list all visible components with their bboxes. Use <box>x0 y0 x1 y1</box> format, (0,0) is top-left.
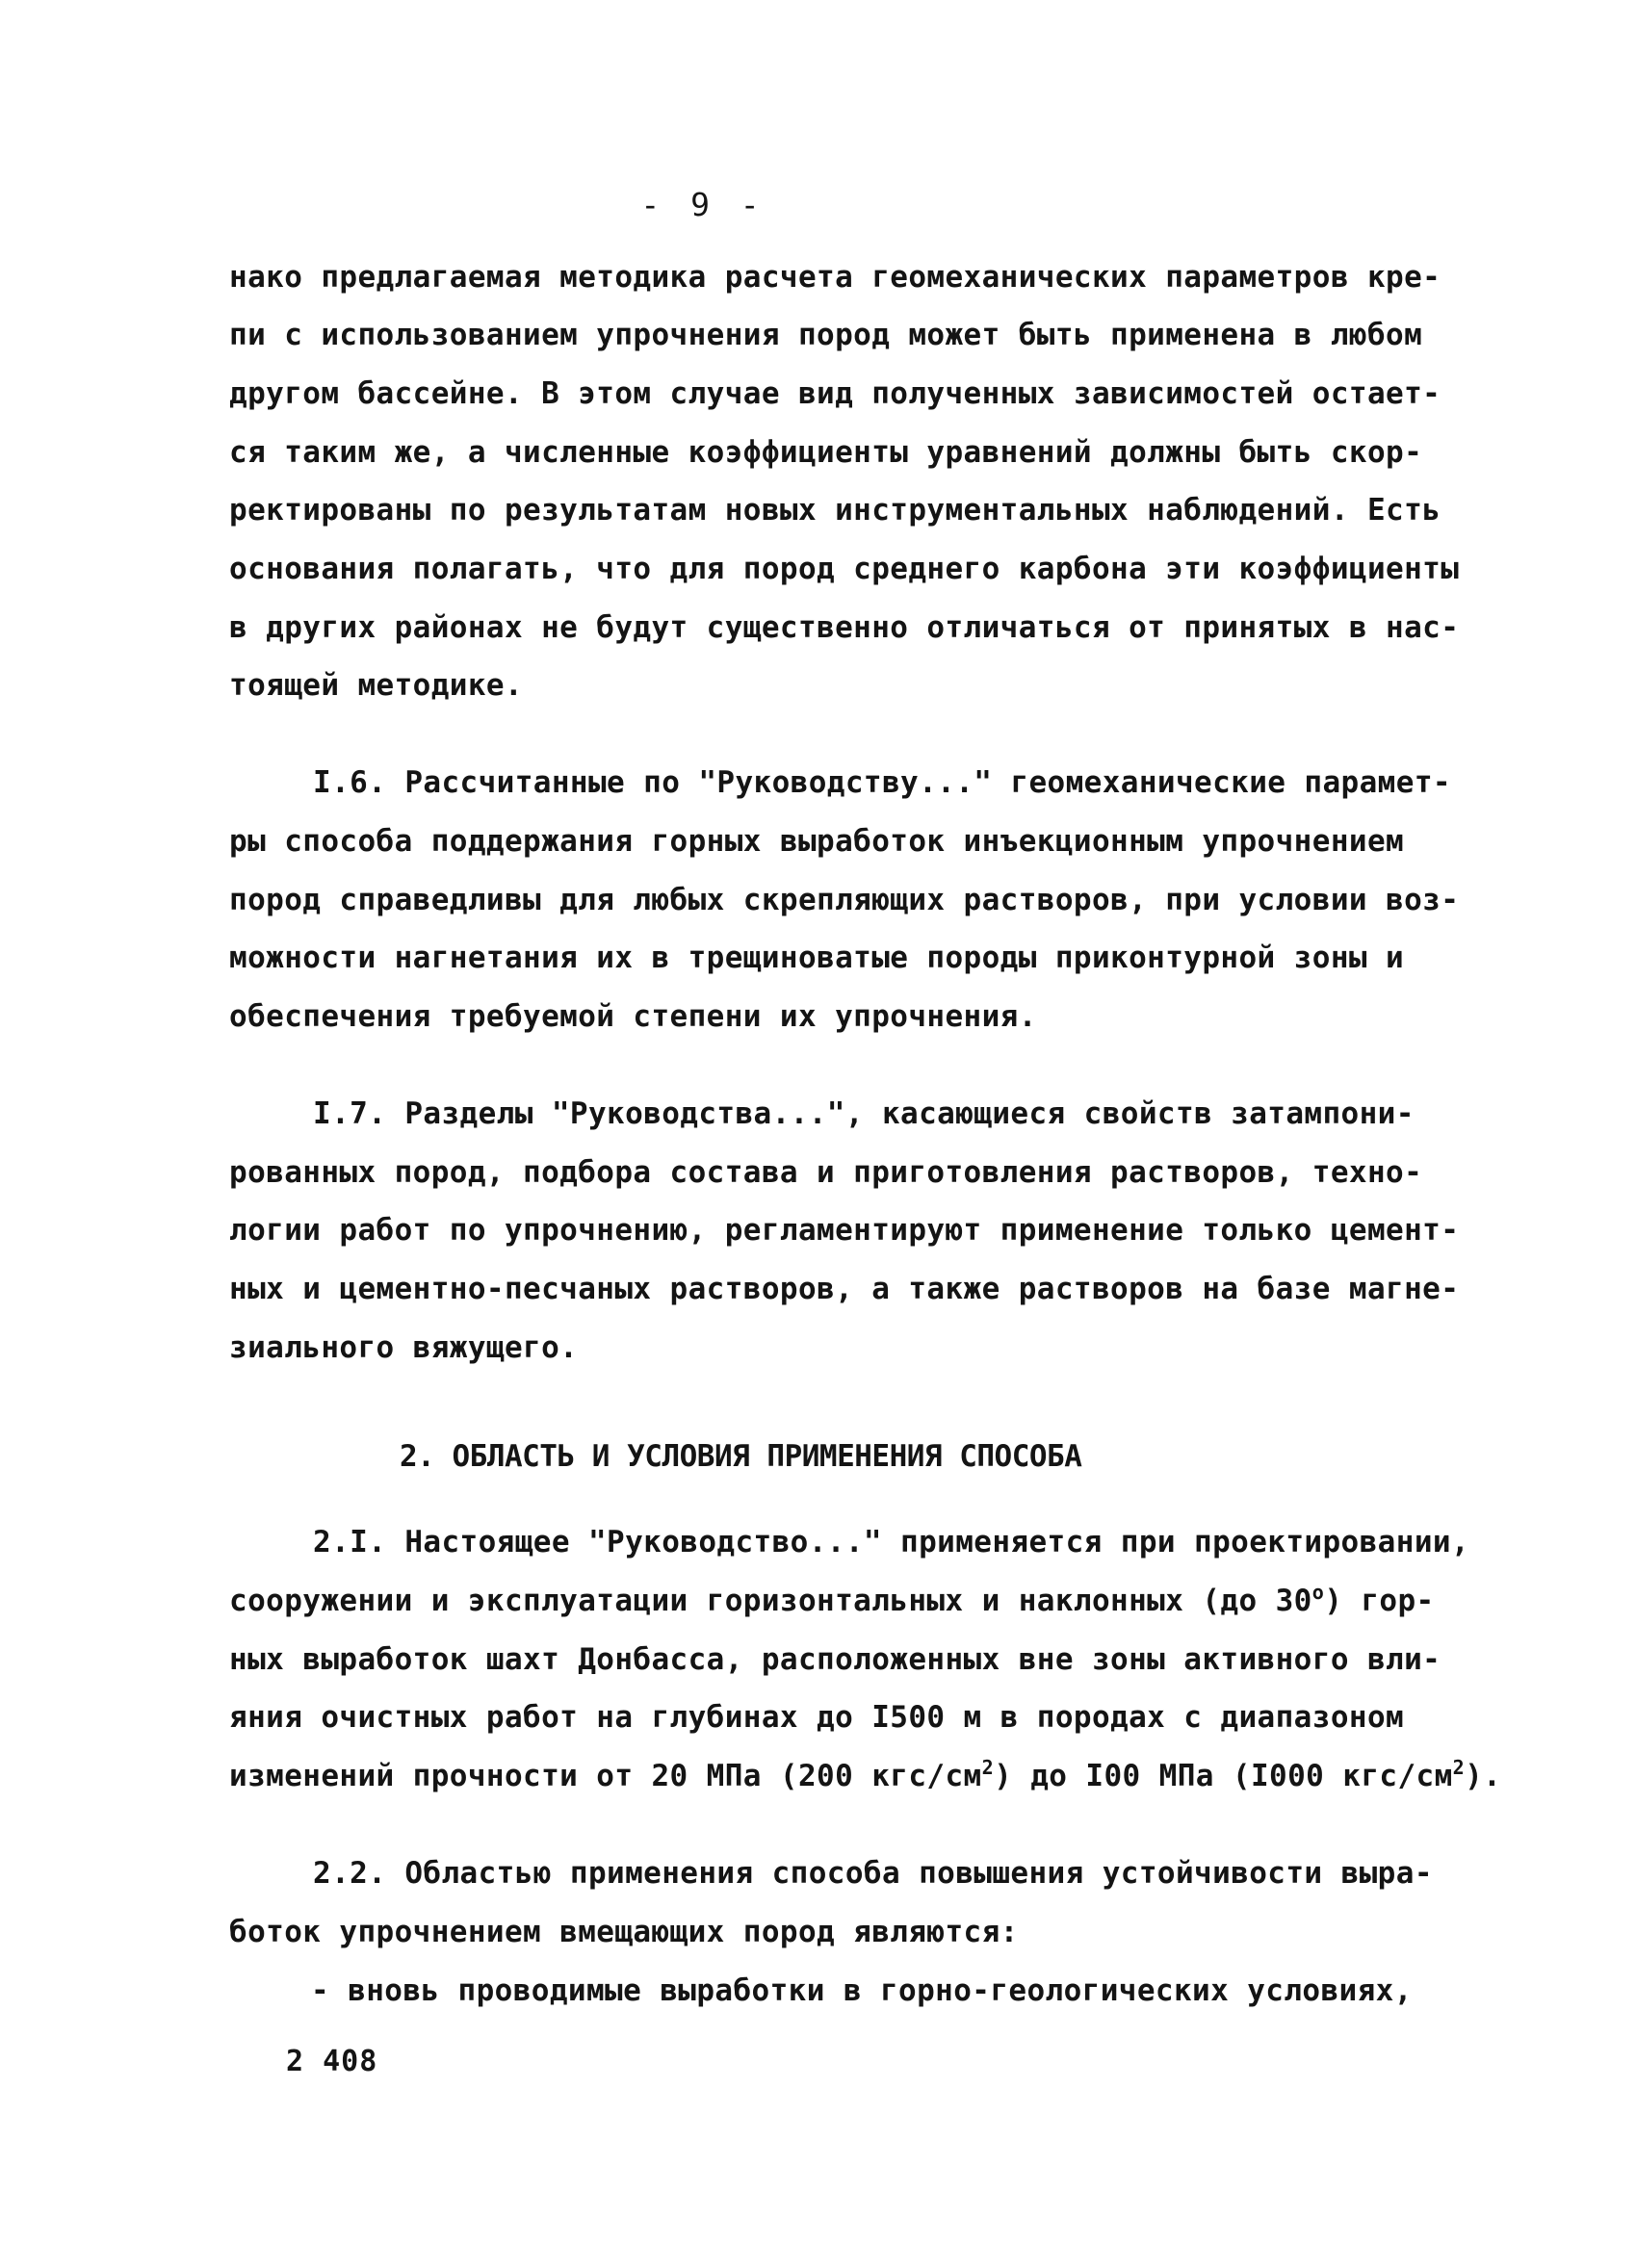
text-line: 2.I. Настоящее "Руководство..." применяется при проектировании, <box>313 1525 1470 1559</box>
text-line: обеспечения требуемой степени их упрочнения. <box>229 999 1037 1034</box>
text-line: другом бассейне. В этом случае вид полученных зависимостей остает- <box>229 376 1441 411</box>
text-line: ных и цементно-песчаных растворов, а также растворов на базе магне- <box>229 1272 1460 1306</box>
text-fragment: изменений прочности от 20 МПа (200 кгс/см <box>229 1759 982 1793</box>
section-heading: 2. ОБЛАСТЬ И УСЛОВИЯ ПРИМЕНЕНИЯ СПОСОБА <box>400 1439 1082 1474</box>
text-fragment: ). <box>1465 1759 1502 1793</box>
text-line: 2.2. Областью применения способа повышения устойчивости выра- <box>313 1856 1433 1891</box>
text-line: боток упрочнением вмещающих пород являются: <box>229 1915 1019 1949</box>
text-line: ры способа поддержания горных выработок инъекционным упрочнением <box>229 824 1405 859</box>
text-line: ся таким же, а численные коэффициенты уравнений должны быть скор- <box>229 435 1423 470</box>
text-line: тоящей методике. <box>229 668 524 703</box>
text-line: в других районах не будут существенно отличаться от принятых в нас- <box>229 610 1460 645</box>
text-line: рованных пород, подбора состава и приготовления растворов, техно- <box>229 1155 1423 1190</box>
text-line: ных выработок шахт Донбасса, расположенных вне зоны активного вли- <box>229 1642 1441 1677</box>
footer-code: 2 408 <box>286 2045 378 2078</box>
text-fragment: ) гор- <box>1324 1584 1435 1618</box>
text-line: нако предлагаемая методика расчета геомеханических параметров кре- <box>229 260 1441 295</box>
page-number: - 9 - <box>640 186 766 223</box>
text-line: I.7. Разделы "Руководства...", касающиеся свойств затампони- <box>313 1096 1415 1131</box>
text-line: основания полагать, что для пород среднего карбона эти коэффициенты <box>229 552 1460 586</box>
text-line: логии работ по упрочнению, регламентируют применение только цемент- <box>229 1213 1460 1248</box>
text-line <box>229 1756 1502 1795</box>
text-line: I.6. Рассчитанные по "Руководству..." геомеханические парамет- <box>313 765 1451 800</box>
text-line: яния очистных работ на глубинах до I500 м в породах с диапазоном <box>229 1700 1405 1735</box>
text-line: зиального вяжущего. <box>229 1330 579 1365</box>
text-fragment: ) до I00 МПа (I000 кгс/см <box>994 1759 1453 1793</box>
degree-superscript: о <box>1311 1581 1325 1604</box>
text-line: пи с использованием упрочнения пород может быть применена в любом <box>229 318 1423 352</box>
text-line <box>229 1582 1481 1620</box>
text-line: пород справедливы для любых скрепляющих растворов, при условии воз- <box>229 883 1460 917</box>
text-line: можности нагнетания их в трещиноватые породы приконтурной зоны и <box>229 941 1405 975</box>
list-item: - вновь проводимые выработки в горно-геологических условиях, <box>311 1973 1413 2008</box>
text-fragment: сооружении и эксплуатации горизонтальных и наклонных (до 30 <box>229 1584 1312 1618</box>
squared-superscript: 2 <box>1452 1756 1466 1779</box>
squared-superscript: 2 <box>981 1756 995 1779</box>
text-line: ректированы по результатам новых инструментальных наблюдений. Есть <box>229 493 1441 528</box>
